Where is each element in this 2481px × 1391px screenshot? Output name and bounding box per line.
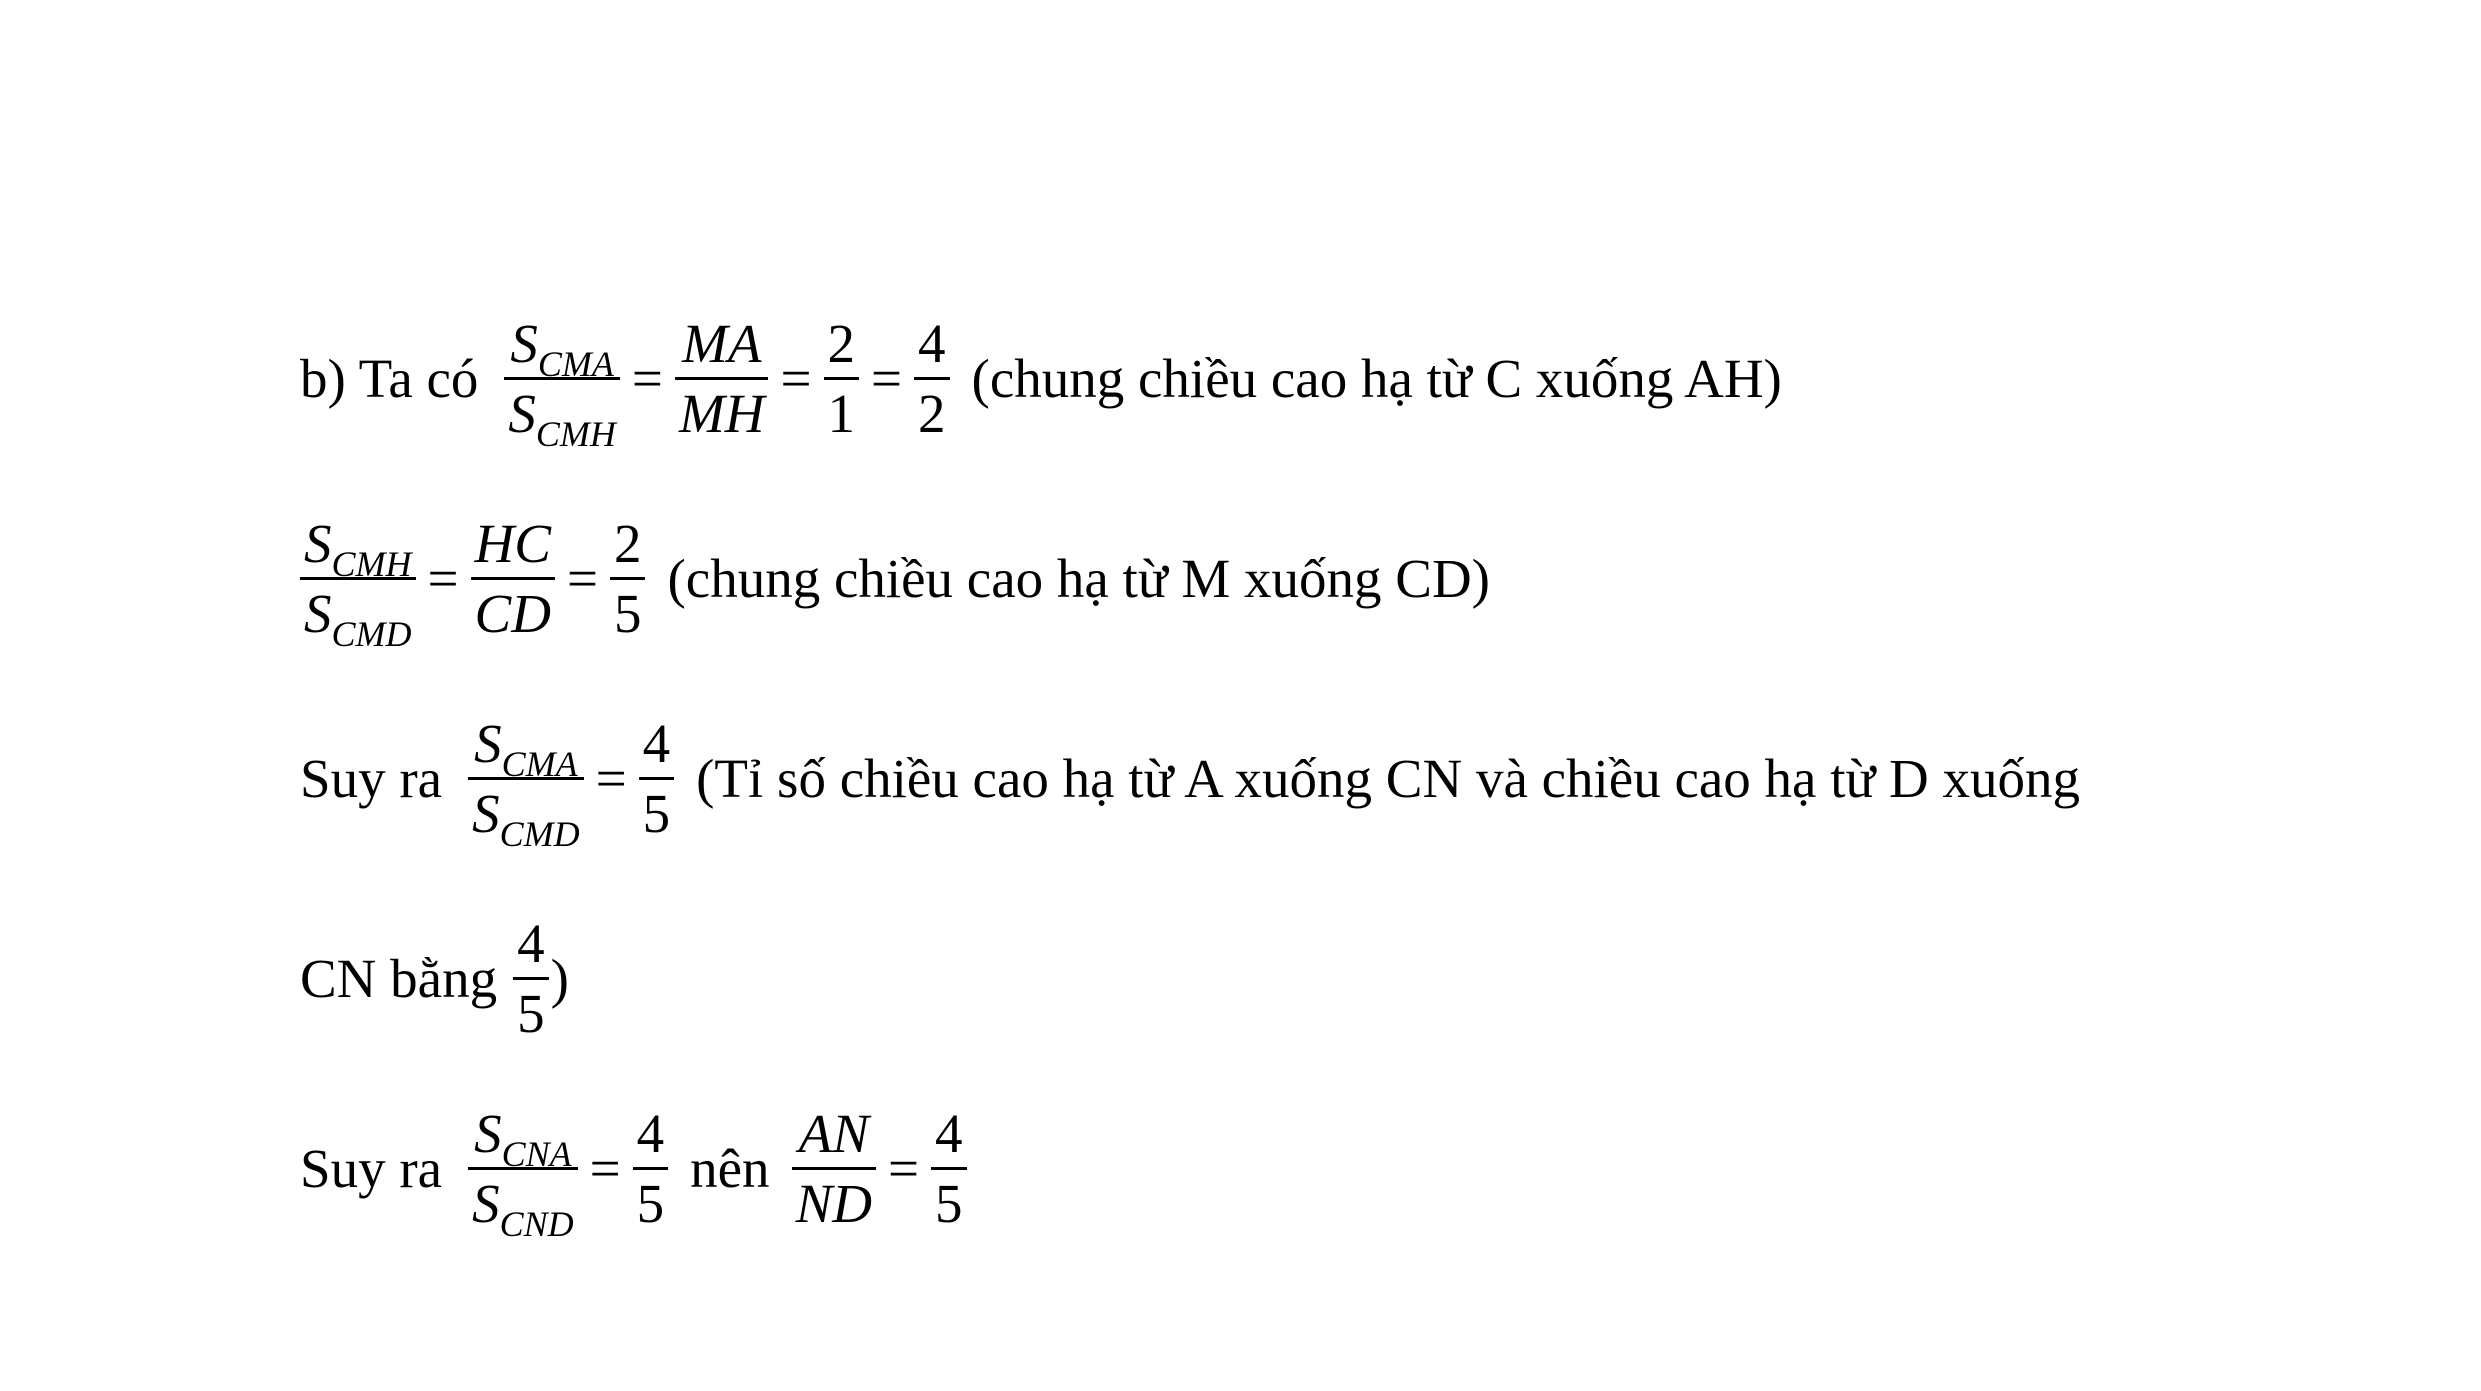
fraction-denominator-subscript: CMD (499, 813, 580, 854)
equals-sign: = (595, 747, 627, 809)
line-3 (300, 698, 2080, 858)
line4-suffix: ) (550, 947, 569, 1009)
fraction-numerator-subscript: CMA (501, 743, 578, 784)
line3-prefix: Suy ra (300, 747, 443, 809)
equals-sign: = (427, 547, 459, 609)
fraction-an-over-nd (792, 1102, 876, 1234)
line2-suffix: (chung chiều cao hạ từ M xuống CD) (667, 547, 1490, 609)
fraction-4-over-5 (639, 712, 675, 844)
line-2 (300, 498, 1490, 658)
fraction-denominator-main: S (508, 382, 536, 444)
fraction-numerator-subscript: CMA (537, 343, 614, 384)
fraction-denominator-main: S (472, 782, 500, 844)
fraction-denominator-subscript: CND (499, 1203, 574, 1244)
fraction-s-cmh-over-s-cmd (300, 512, 416, 654)
fraction-s-cma-over-s-cmh (504, 312, 620, 454)
equals-sign: = (589, 1137, 621, 1199)
fraction-denominator: 5 (636, 1172, 665, 1234)
fraction-numerator: 4 (517, 912, 545, 974)
fraction-denominator-subscript: CMD (331, 613, 412, 654)
line-4 (300, 898, 569, 1058)
fraction-denominator: 5 (517, 982, 545, 1044)
fraction-numerator-main: S (474, 712, 502, 774)
fraction-numerator-subscript: CNA (501, 1133, 572, 1174)
fraction-numerator: 4 (918, 312, 946, 374)
fraction-numerator-main: S (474, 1102, 502, 1164)
fraction-numerator: 2 (827, 312, 856, 374)
fraction-numerator: 4 (642, 712, 671, 774)
fraction-numerator-main: S (304, 512, 332, 574)
fraction-4-over-5 (513, 912, 549, 1044)
fraction-hc-over-cd (471, 512, 555, 644)
line3-suffix: (Tỉ số chiều cao hạ từ A xuống CN và chiều cao hạ từ D xuống (696, 747, 2080, 809)
fraction-2-over-1 (824, 312, 860, 444)
line5-prefix: Suy ra (300, 1137, 443, 1199)
fraction-denominator: 5 (613, 582, 642, 644)
fraction-4-over-5 (633, 1102, 669, 1234)
equals-sign: = (871, 347, 903, 409)
line-1 (300, 298, 1782, 458)
line-5 (300, 1088, 975, 1248)
fraction-denominator: 1 (827, 382, 856, 444)
fraction-denominator-subscript: CMH (535, 413, 616, 454)
fraction-ma-over-mh (675, 312, 769, 444)
fraction-denominator: ND (795, 1172, 872, 1234)
line1-prefix: b) Ta có (300, 347, 479, 409)
fraction-denominator: CD (474, 582, 551, 644)
fraction-numerator: MA (682, 312, 762, 374)
line1-suffix: (chung chiều cao hạ từ C xuống AH) (971, 347, 1782, 409)
fraction-denominator-main: S (472, 1172, 500, 1234)
fraction-s-cna-over-s-cnd (468, 1102, 578, 1244)
fraction-4-over-2 (914, 312, 950, 444)
fraction-denominator: 2 (918, 382, 946, 444)
fraction-s-cma-over-s-cmd (468, 712, 584, 854)
fraction-numerator: 4 (935, 1102, 963, 1164)
equals-sign: = (780, 347, 812, 409)
fraction-denominator: 5 (642, 782, 671, 844)
fraction-numerator: HC (474, 512, 551, 574)
equals-sign: = (631, 347, 663, 409)
equals-sign: = (887, 1137, 919, 1199)
fraction-denominator-main: S (304, 582, 332, 644)
equals-sign: = (566, 547, 598, 609)
fraction-numerator: 2 (613, 512, 642, 574)
line4-prefix: CN bằng (300, 947, 498, 1009)
fraction-numerator: 4 (636, 1102, 665, 1164)
fraction-denominator: 5 (935, 1172, 963, 1234)
fraction-numerator-main: S (510, 312, 538, 374)
fraction-numerator: AN (798, 1102, 869, 1164)
fraction-numerator-subscript: CMH (331, 543, 412, 584)
fraction-4-over-5-result (931, 1102, 967, 1234)
fraction-denominator: MH (678, 382, 765, 444)
line5-middle: nên (690, 1137, 770, 1199)
fraction-2-over-5 (610, 512, 646, 644)
